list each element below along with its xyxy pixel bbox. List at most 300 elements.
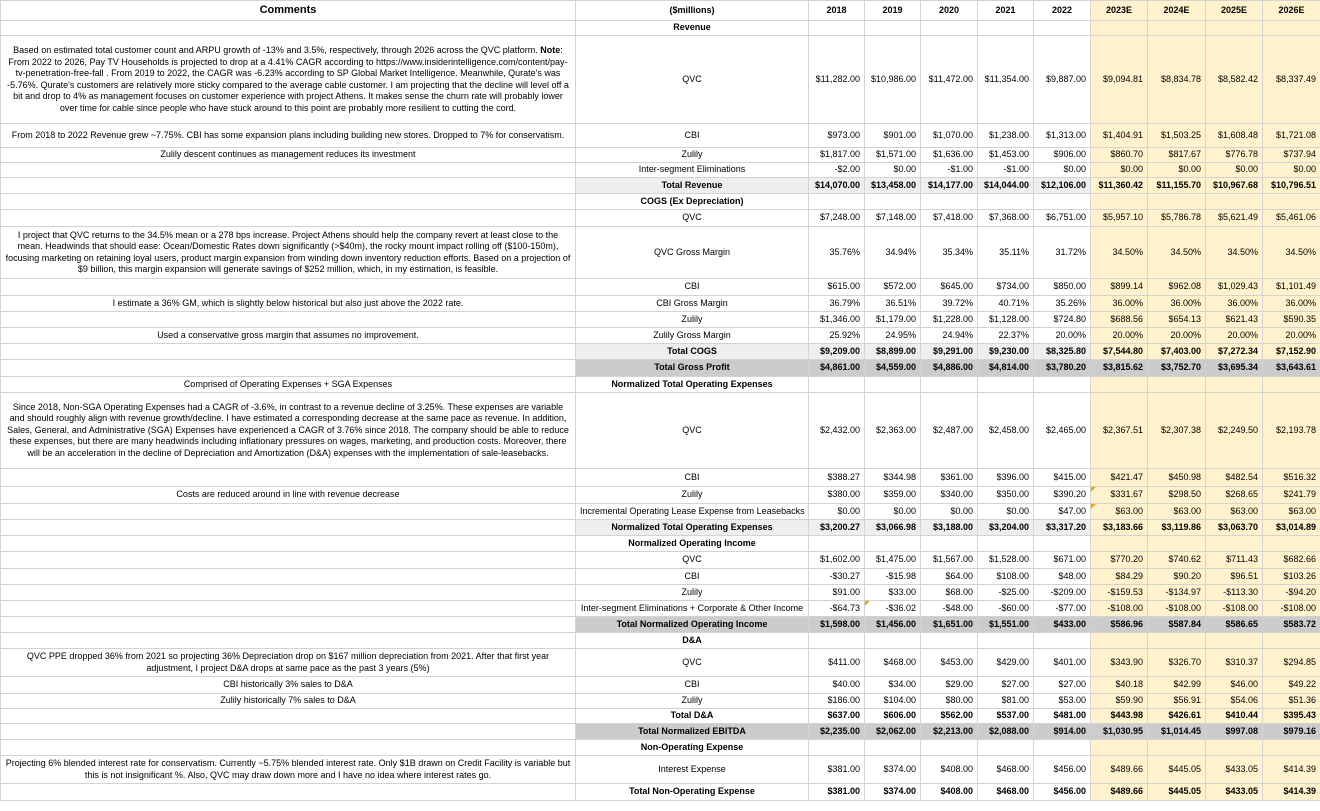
year-header[interactable]: 2022 [1034,1,1091,21]
value-cell[interactable]: $1,651.00 [921,617,978,633]
value-cell[interactable]: $9,094.81 [1091,36,1148,124]
value-cell[interactable]: $1,456.00 [865,617,921,633]
value-cell[interactable]: $906.00 [1034,148,1091,163]
row-label-cell[interactable]: Normalized Operating Income [576,536,809,552]
value-cell[interactable]: $1,567.00 [921,552,978,569]
value-cell[interactable]: $11,360.42 [1091,178,1148,194]
value-cell[interactable]: 35.34% [921,227,978,279]
year-header[interactable]: 2018 [809,1,865,21]
value-cell[interactable]: $1,636.00 [921,148,978,163]
value-cell[interactable]: $374.00 [865,784,921,801]
value-cell[interactable]: $380.00 [809,487,865,504]
value-cell[interactable]: $298.50 [1148,487,1206,504]
row-label-cell[interactable]: Zulily [576,694,809,709]
value-cell[interactable]: $63.00 [1091,504,1148,520]
value-cell[interactable]: $443.98 [1091,709,1148,724]
value-cell[interactable]: $711.43 [1206,552,1263,569]
comment-cell[interactable]: Zulily historically 7% sales to D&A [1,694,576,709]
value-cell[interactable]: $586.65 [1206,617,1263,633]
value-cell[interactable]: $1,029.43 [1206,279,1263,296]
value-cell[interactable]: $96.51 [1206,569,1263,585]
value-cell[interactable] [1263,21,1320,36]
value-cell[interactable]: $7,148.00 [865,210,921,227]
row-label-cell[interactable]: CBI [576,279,809,296]
value-cell[interactable]: $0.00 [865,163,921,178]
value-cell[interactable]: 36.00% [1148,296,1206,312]
value-cell[interactable] [978,21,1034,36]
value-cell[interactable]: $9,291.00 [921,344,978,360]
value-cell[interactable]: -$2.00 [809,163,865,178]
value-cell[interactable]: $456.00 [1034,756,1091,784]
value-cell[interactable]: -$30.27 [809,569,865,585]
value-cell[interactable]: $268.65 [1206,487,1263,504]
comment-cell[interactable] [1,740,576,756]
value-cell[interactable]: $1,598.00 [809,617,865,633]
value-cell[interactable]: $13,458.00 [865,178,921,194]
value-cell[interactable]: $590.35 [1263,312,1320,328]
value-cell[interactable]: $637.00 [809,709,865,724]
value-cell[interactable]: -$209.00 [1034,585,1091,601]
value-cell[interactable]: $80.00 [921,694,978,709]
row-label-cell[interactable]: COGS (Ex Depreciation) [576,194,809,210]
comment-cell[interactable] [1,178,576,194]
year-header[interactable]: 2025E [1206,1,1263,21]
value-cell[interactable]: $8,582.42 [1206,36,1263,124]
value-cell[interactable] [865,536,921,552]
value-cell[interactable]: $979.16 [1263,724,1320,740]
value-cell[interactable] [809,536,865,552]
value-cell[interactable]: $645.00 [921,279,978,296]
value-cell[interactable]: $14,177.00 [921,178,978,194]
value-cell[interactable]: $450.98 [1148,469,1206,487]
row-label-cell[interactable]: QVC Gross Margin [576,227,809,279]
value-cell[interactable] [865,633,921,649]
value-cell[interactable] [865,377,921,393]
comment-cell[interactable] [1,633,576,649]
comment-cell[interactable] [1,312,576,328]
value-cell[interactable]: $11,472.00 [921,36,978,124]
row-label-cell[interactable]: Revenue [576,21,809,36]
value-cell[interactable]: $27.00 [1034,677,1091,694]
comment-cell[interactable] [1,552,576,569]
value-cell[interactable] [1091,536,1148,552]
value-cell[interactable]: $671.00 [1034,552,1091,569]
row-label-cell[interactable]: CBI [576,124,809,148]
value-cell[interactable]: $5,786.78 [1148,210,1206,227]
value-cell[interactable] [978,536,1034,552]
value-cell[interactable]: $5,461.06 [1263,210,1320,227]
row-label-cell[interactable]: Zulily [576,585,809,601]
value-cell[interactable]: $1,475.00 [865,552,921,569]
value-cell[interactable]: $3,317.20 [1034,520,1091,536]
value-cell[interactable] [1091,377,1148,393]
comment-cell[interactable]: I project that QVC returns to the 34.5% mean or a 278 bps increase. Project Athens should help the company revert at least close to the mean. Headwinds that should ease: Ocean/Domestic Rates down significantly (>$40m), the rocky mount impact rolling off ($100-150m), focusing marketing on retaining loyal users, product margin expansion from winding down inventory reduction efforts. Based on a projection of $9 billion, this margin expansion will generate savings of $252 million, which, in my estimation, is feasible. [1,227,576,279]
value-cell[interactable]: $47.00 [1034,504,1091,520]
value-cell[interactable]: -$94.20 [1263,585,1320,601]
row-label-cell[interactable]: CBI Gross Margin [576,296,809,312]
value-cell[interactable]: $414.39 [1263,756,1320,784]
value-cell[interactable]: $3,066.98 [865,520,921,536]
value-cell[interactable] [978,377,1034,393]
value-cell[interactable]: $688.56 [1091,312,1148,328]
value-cell[interactable]: $91.00 [809,585,865,601]
value-cell[interactable]: $2,249.50 [1206,393,1263,469]
value-cell[interactable]: $104.00 [865,694,921,709]
value-cell[interactable]: $0.00 [978,504,1034,520]
comment-cell[interactable] [1,504,576,520]
row-label-cell[interactable]: QVC [576,393,809,469]
value-cell[interactable]: $11,282.00 [809,36,865,124]
row-label-cell[interactable]: Non-Operating Expense [576,740,809,756]
value-cell[interactable]: 20.00% [1263,328,1320,344]
value-cell[interactable]: $414.39 [1263,784,1320,801]
value-cell[interactable]: $4,861.00 [809,360,865,377]
value-cell[interactable] [809,740,865,756]
value-cell[interactable]: 40.71% [978,296,1034,312]
value-cell[interactable]: $410.44 [1206,709,1263,724]
value-cell[interactable]: $10,796.51 [1263,178,1320,194]
value-cell[interactable] [1148,194,1206,210]
value-cell[interactable]: $401.00 [1034,649,1091,677]
value-cell[interactable]: $1,346.00 [809,312,865,328]
value-cell[interactable]: $359.00 [865,487,921,504]
value-cell[interactable]: $1,551.00 [978,617,1034,633]
comment-cell[interactable] [1,21,576,36]
value-cell[interactable]: $8,337.49 [1263,36,1320,124]
value-cell[interactable]: $390.20 [1034,487,1091,504]
value-cell[interactable]: $621.43 [1206,312,1263,328]
value-cell[interactable]: $421.47 [1091,469,1148,487]
value-cell[interactable] [1206,536,1263,552]
value-cell[interactable] [1263,536,1320,552]
value-cell[interactable]: 20.00% [1206,328,1263,344]
value-cell[interactable] [1148,740,1206,756]
row-label-cell[interactable]: QVC [576,36,809,124]
row-label-cell[interactable]: QVC [576,649,809,677]
value-cell[interactable]: $433.05 [1206,784,1263,801]
value-cell[interactable]: $7,152.90 [1263,344,1320,360]
value-cell[interactable]: $326.70 [1148,649,1206,677]
value-cell[interactable] [1148,377,1206,393]
value-cell[interactable] [1034,633,1091,649]
value-cell[interactable]: $724.80 [1034,312,1091,328]
value-cell[interactable]: $0.00 [921,504,978,520]
value-cell[interactable]: $40.18 [1091,677,1148,694]
value-cell[interactable]: $11,354.00 [978,36,1034,124]
comment-cell[interactable]: Comprised of Operating Expenses + SGA Expenses [1,377,576,393]
value-cell[interactable]: $1,503.25 [1148,124,1206,148]
value-cell[interactable]: $14,044.00 [978,178,1034,194]
value-cell[interactable]: $84.29 [1091,569,1148,585]
value-cell[interactable]: $350.00 [978,487,1034,504]
comment-cell[interactable] [1,709,576,724]
value-cell[interactable]: $1,030.95 [1091,724,1148,740]
value-cell[interactable]: $63.00 [1148,504,1206,520]
value-cell[interactable]: $56.91 [1148,694,1206,709]
value-cell[interactable]: $0.00 [865,504,921,520]
value-cell[interactable] [921,194,978,210]
value-cell[interactable]: $374.00 [865,756,921,784]
row-label-cell[interactable]: QVC [576,210,809,227]
value-cell[interactable]: -$108.00 [1091,601,1148,617]
value-cell[interactable] [1034,21,1091,36]
row-label-cell[interactable]: CBI [576,677,809,694]
value-cell[interactable]: $606.00 [865,709,921,724]
value-cell[interactable]: $770.20 [1091,552,1148,569]
value-cell[interactable] [1263,633,1320,649]
value-cell[interactable]: $1,179.00 [865,312,921,328]
value-cell[interactable] [1206,377,1263,393]
comments-header[interactable]: Comments [1,1,576,21]
value-cell[interactable]: $7,418.00 [921,210,978,227]
value-cell[interactable] [921,377,978,393]
value-cell[interactable]: $572.00 [865,279,921,296]
value-cell[interactable]: $0.00 [1034,163,1091,178]
value-cell[interactable] [1263,377,1320,393]
value-cell[interactable]: 34.50% [1206,227,1263,279]
value-cell[interactable]: $14,070.00 [809,178,865,194]
value-cell[interactable]: -$108.00 [1148,601,1206,617]
value-cell[interactable]: 34.50% [1091,227,1148,279]
value-cell[interactable]: $411.00 [809,649,865,677]
value-cell[interactable]: $2,088.00 [978,724,1034,740]
value-cell[interactable]: $734.00 [978,279,1034,296]
value-cell[interactable]: $1,721.08 [1263,124,1320,148]
value-cell[interactable] [809,633,865,649]
value-cell[interactable]: $817.67 [1148,148,1206,163]
value-cell[interactable] [1206,633,1263,649]
value-cell[interactable]: $489.66 [1091,756,1148,784]
value-cell[interactable]: $737.94 [1263,148,1320,163]
value-cell[interactable]: $2,193.78 [1263,393,1320,469]
value-cell[interactable]: $1,817.00 [809,148,865,163]
value-cell[interactable]: $682.66 [1263,552,1320,569]
value-cell[interactable]: 35.11% [978,227,1034,279]
value-cell[interactable]: $63.00 [1206,504,1263,520]
value-cell[interactable]: $4,886.00 [921,360,978,377]
value-cell[interactable]: $481.00 [1034,709,1091,724]
value-cell[interactable]: $40.00 [809,677,865,694]
comment-cell[interactable] [1,784,576,801]
value-cell[interactable]: $361.00 [921,469,978,487]
row-label-cell[interactable]: Total Revenue [576,178,809,194]
value-cell[interactable]: $586.96 [1091,617,1148,633]
value-cell[interactable]: $850.00 [1034,279,1091,296]
value-cell[interactable]: $3,188.00 [921,520,978,536]
value-cell[interactable]: -$64.73 [809,601,865,617]
value-cell[interactable]: $1,404.91 [1091,124,1148,148]
value-cell[interactable]: $1,014.45 [1148,724,1206,740]
value-cell[interactable]: $48.00 [1034,569,1091,585]
value-cell[interactable]: $587.84 [1148,617,1206,633]
value-cell[interactable]: $973.00 [809,124,865,148]
value-cell[interactable]: $64.00 [921,569,978,585]
value-cell[interactable]: -$1.00 [978,163,1034,178]
comment-cell[interactable]: I estimate a 36% GM, which is slightly below historical but also just above the 2022 rate. [1,296,576,312]
value-cell[interactable]: $3,063.70 [1206,520,1263,536]
row-label-cell[interactable]: Total COGS [576,344,809,360]
value-cell[interactable]: $388.27 [809,469,865,487]
value-cell[interactable]: $331.67 [1091,487,1148,504]
row-label-cell[interactable]: Normalized Total Operating Expenses [576,377,809,393]
value-cell[interactable] [809,377,865,393]
value-cell[interactable]: $2,487.00 [921,393,978,469]
comment-cell[interactable]: From 2018 to 2022 Revenue grew ~7.75%. CBI has some expansion plans including building new stores. Dropped to 7% for conservatism. [1,124,576,148]
value-cell[interactable]: $2,062.00 [865,724,921,740]
value-cell[interactable]: $997.08 [1206,724,1263,740]
value-cell[interactable] [978,194,1034,210]
comment-cell[interactable] [1,469,576,487]
value-cell[interactable]: $343.90 [1091,649,1148,677]
row-label-cell[interactable]: Normalized Total Operating Expenses [576,520,809,536]
comment-cell[interactable]: CBI historically 3% sales to D&A [1,677,576,694]
value-cell[interactable]: $408.00 [921,784,978,801]
value-cell[interactable] [1148,21,1206,36]
value-cell[interactable]: 24.94% [921,328,978,344]
value-cell[interactable]: -$15.98 [865,569,921,585]
value-cell[interactable]: 36.51% [865,296,921,312]
value-cell[interactable]: $68.00 [921,585,978,601]
value-cell[interactable]: $429.00 [978,649,1034,677]
comment-cell[interactable] [1,279,576,296]
value-cell[interactable]: $468.00 [978,784,1034,801]
value-cell[interactable]: $3,780.20 [1034,360,1091,377]
value-cell[interactable]: 24.95% [865,328,921,344]
comment-cell[interactable]: Projecting 6% blended interest rate for conservatism. Currently ~5.75% blended interest rate. Only $1B drawn on Credit Facility is variable but this is not insignificant %. Also, QVC may draw down more and I have no idea where interest rates go. [1,756,576,784]
value-cell[interactable] [921,740,978,756]
value-cell[interactable]: $583.72 [1263,617,1320,633]
value-cell[interactable] [1206,21,1263,36]
value-cell[interactable]: $4,559.00 [865,360,921,377]
value-cell[interactable]: $8,834.78 [1148,36,1206,124]
value-cell[interactable]: -$108.00 [1206,601,1263,617]
value-cell[interactable]: $776.78 [1206,148,1263,163]
units-header[interactable]: ($millions) [576,1,809,21]
value-cell[interactable] [1091,194,1148,210]
value-cell[interactable]: $489.66 [1091,784,1148,801]
value-cell[interactable] [1263,740,1320,756]
value-cell[interactable] [809,194,865,210]
value-cell[interactable]: $186.00 [809,694,865,709]
value-cell[interactable]: $294.85 [1263,649,1320,677]
year-header[interactable]: 2024E [1148,1,1206,21]
value-cell[interactable]: 39.72% [921,296,978,312]
value-cell[interactable] [865,194,921,210]
value-cell[interactable]: -$1.00 [921,163,978,178]
value-cell[interactable]: $340.00 [921,487,978,504]
value-cell[interactable]: $1,528.00 [978,552,1034,569]
value-cell[interactable]: -$108.00 [1263,601,1320,617]
value-cell[interactable]: $46.00 [1206,677,1263,694]
value-cell[interactable] [921,633,978,649]
comment-cell[interactable]: Zulily descent continues as management reduces its investment [1,148,576,163]
value-cell[interactable]: 36.00% [1206,296,1263,312]
comment-cell[interactable] [1,601,576,617]
value-cell[interactable]: $1,602.00 [809,552,865,569]
value-cell[interactable]: $2,458.00 [978,393,1034,469]
value-cell[interactable]: $2,213.00 [921,724,978,740]
value-cell[interactable]: $7,368.00 [978,210,1034,227]
value-cell[interactable]: $33.00 [865,585,921,601]
row-label-cell[interactable]: Total Gross Profit [576,360,809,377]
year-header[interactable]: 2026E [1263,1,1320,21]
row-label-cell[interactable]: Zulily [576,312,809,328]
value-cell[interactable]: $396.00 [978,469,1034,487]
value-cell[interactable]: $344.98 [865,469,921,487]
comment-cell[interactable] [1,617,576,633]
value-cell[interactable]: $1,228.00 [921,312,978,328]
value-cell[interactable]: $5,621.49 [1206,210,1263,227]
value-cell[interactable]: $1,608.48 [1206,124,1263,148]
value-cell[interactable]: $899.14 [1091,279,1148,296]
value-cell[interactable] [1034,536,1091,552]
value-cell[interactable]: $453.00 [921,649,978,677]
value-cell[interactable]: $3,643.61 [1263,360,1320,377]
row-label-cell[interactable]: Zulily [576,487,809,504]
value-cell[interactable]: $0.00 [1206,163,1263,178]
value-cell[interactable] [921,536,978,552]
value-cell[interactable] [1148,633,1206,649]
value-cell[interactable]: $11,155.70 [1148,178,1206,194]
value-cell[interactable]: $740.62 [1148,552,1206,569]
value-cell[interactable]: $2,465.00 [1034,393,1091,469]
comment-cell[interactable]: Based on estimated total customer count and ARPU growth of -13% and 3.5%, respectively, through 2026 across the QVC platform. Note: From 2022 to 2026, Pay TV Households is projected to drop at a 4.41% CAGR according to https://www.insiderintelligence.com/content/pay-tv-penetration-free-fall . From 2019 to 2022, the CAGR was -6.23% according to SP Global Market Intelligence. Meanwhile, Qurate's was -5.76%. Qurate's customers are relatively more sticky compared to the average cable customer. I am projecting that the decline will level off a bit and drop to 4% as management focuses on customer experience with project Athens. It makes sense the churn rate will probably lower over time for cable since people who have stuck around to this point are probably more resilient to cutting the cord. [1,36,576,124]
row-label-cell[interactable]: Zulily Gross Margin [576,328,809,344]
value-cell[interactable]: -$25.00 [978,585,1034,601]
value-cell[interactable]: $4,814.00 [978,360,1034,377]
year-header[interactable]: 2021 [978,1,1034,21]
value-cell[interactable]: $9,209.00 [809,344,865,360]
value-cell[interactable]: $2,307.38 [1148,393,1206,469]
value-cell[interactable]: $1,571.00 [865,148,921,163]
value-cell[interactable]: $6,751.00 [1034,210,1091,227]
row-label-cell[interactable]: Incremental Operating Lease Expense from Leasebacks [576,504,809,520]
value-cell[interactable]: $3,119.86 [1148,520,1206,536]
value-cell[interactable]: $1,238.00 [978,124,1034,148]
value-cell[interactable]: $59.90 [1091,694,1148,709]
value-cell[interactable]: $10,967.68 [1206,178,1263,194]
value-cell[interactable]: $9,887.00 [1034,36,1091,124]
value-cell[interactable]: $1,070.00 [921,124,978,148]
value-cell[interactable]: -$48.00 [921,601,978,617]
value-cell[interactable]: $516.32 [1263,469,1320,487]
value-cell[interactable]: $54.06 [1206,694,1263,709]
value-cell[interactable] [978,633,1034,649]
value-cell[interactable]: $381.00 [809,784,865,801]
value-cell[interactable]: $0.00 [1263,163,1320,178]
comment-cell[interactable] [1,569,576,585]
value-cell[interactable]: $51.36 [1263,694,1320,709]
value-cell[interactable]: -$134.97 [1148,585,1206,601]
value-cell[interactable] [1148,536,1206,552]
value-cell[interactable]: $3,695.34 [1206,360,1263,377]
value-cell[interactable]: $7,544.80 [1091,344,1148,360]
value-cell[interactable] [1091,21,1148,36]
value-cell[interactable]: $456.00 [1034,784,1091,801]
value-cell[interactable]: $2,367.51 [1091,393,1148,469]
comment-cell[interactable]: Costs are reduced around in line with revenue decrease [1,487,576,504]
row-label-cell[interactable]: D&A [576,633,809,649]
comment-cell[interactable] [1,210,576,227]
value-cell[interactable]: -$36.02 [865,601,921,617]
comment-cell[interactable] [1,344,576,360]
value-cell[interactable] [865,740,921,756]
value-cell[interactable]: 20.00% [1148,328,1206,344]
value-cell[interactable]: $7,403.00 [1148,344,1206,360]
value-cell[interactable] [1034,377,1091,393]
comment-cell[interactable] [1,536,576,552]
value-cell[interactable]: 34.50% [1263,227,1320,279]
